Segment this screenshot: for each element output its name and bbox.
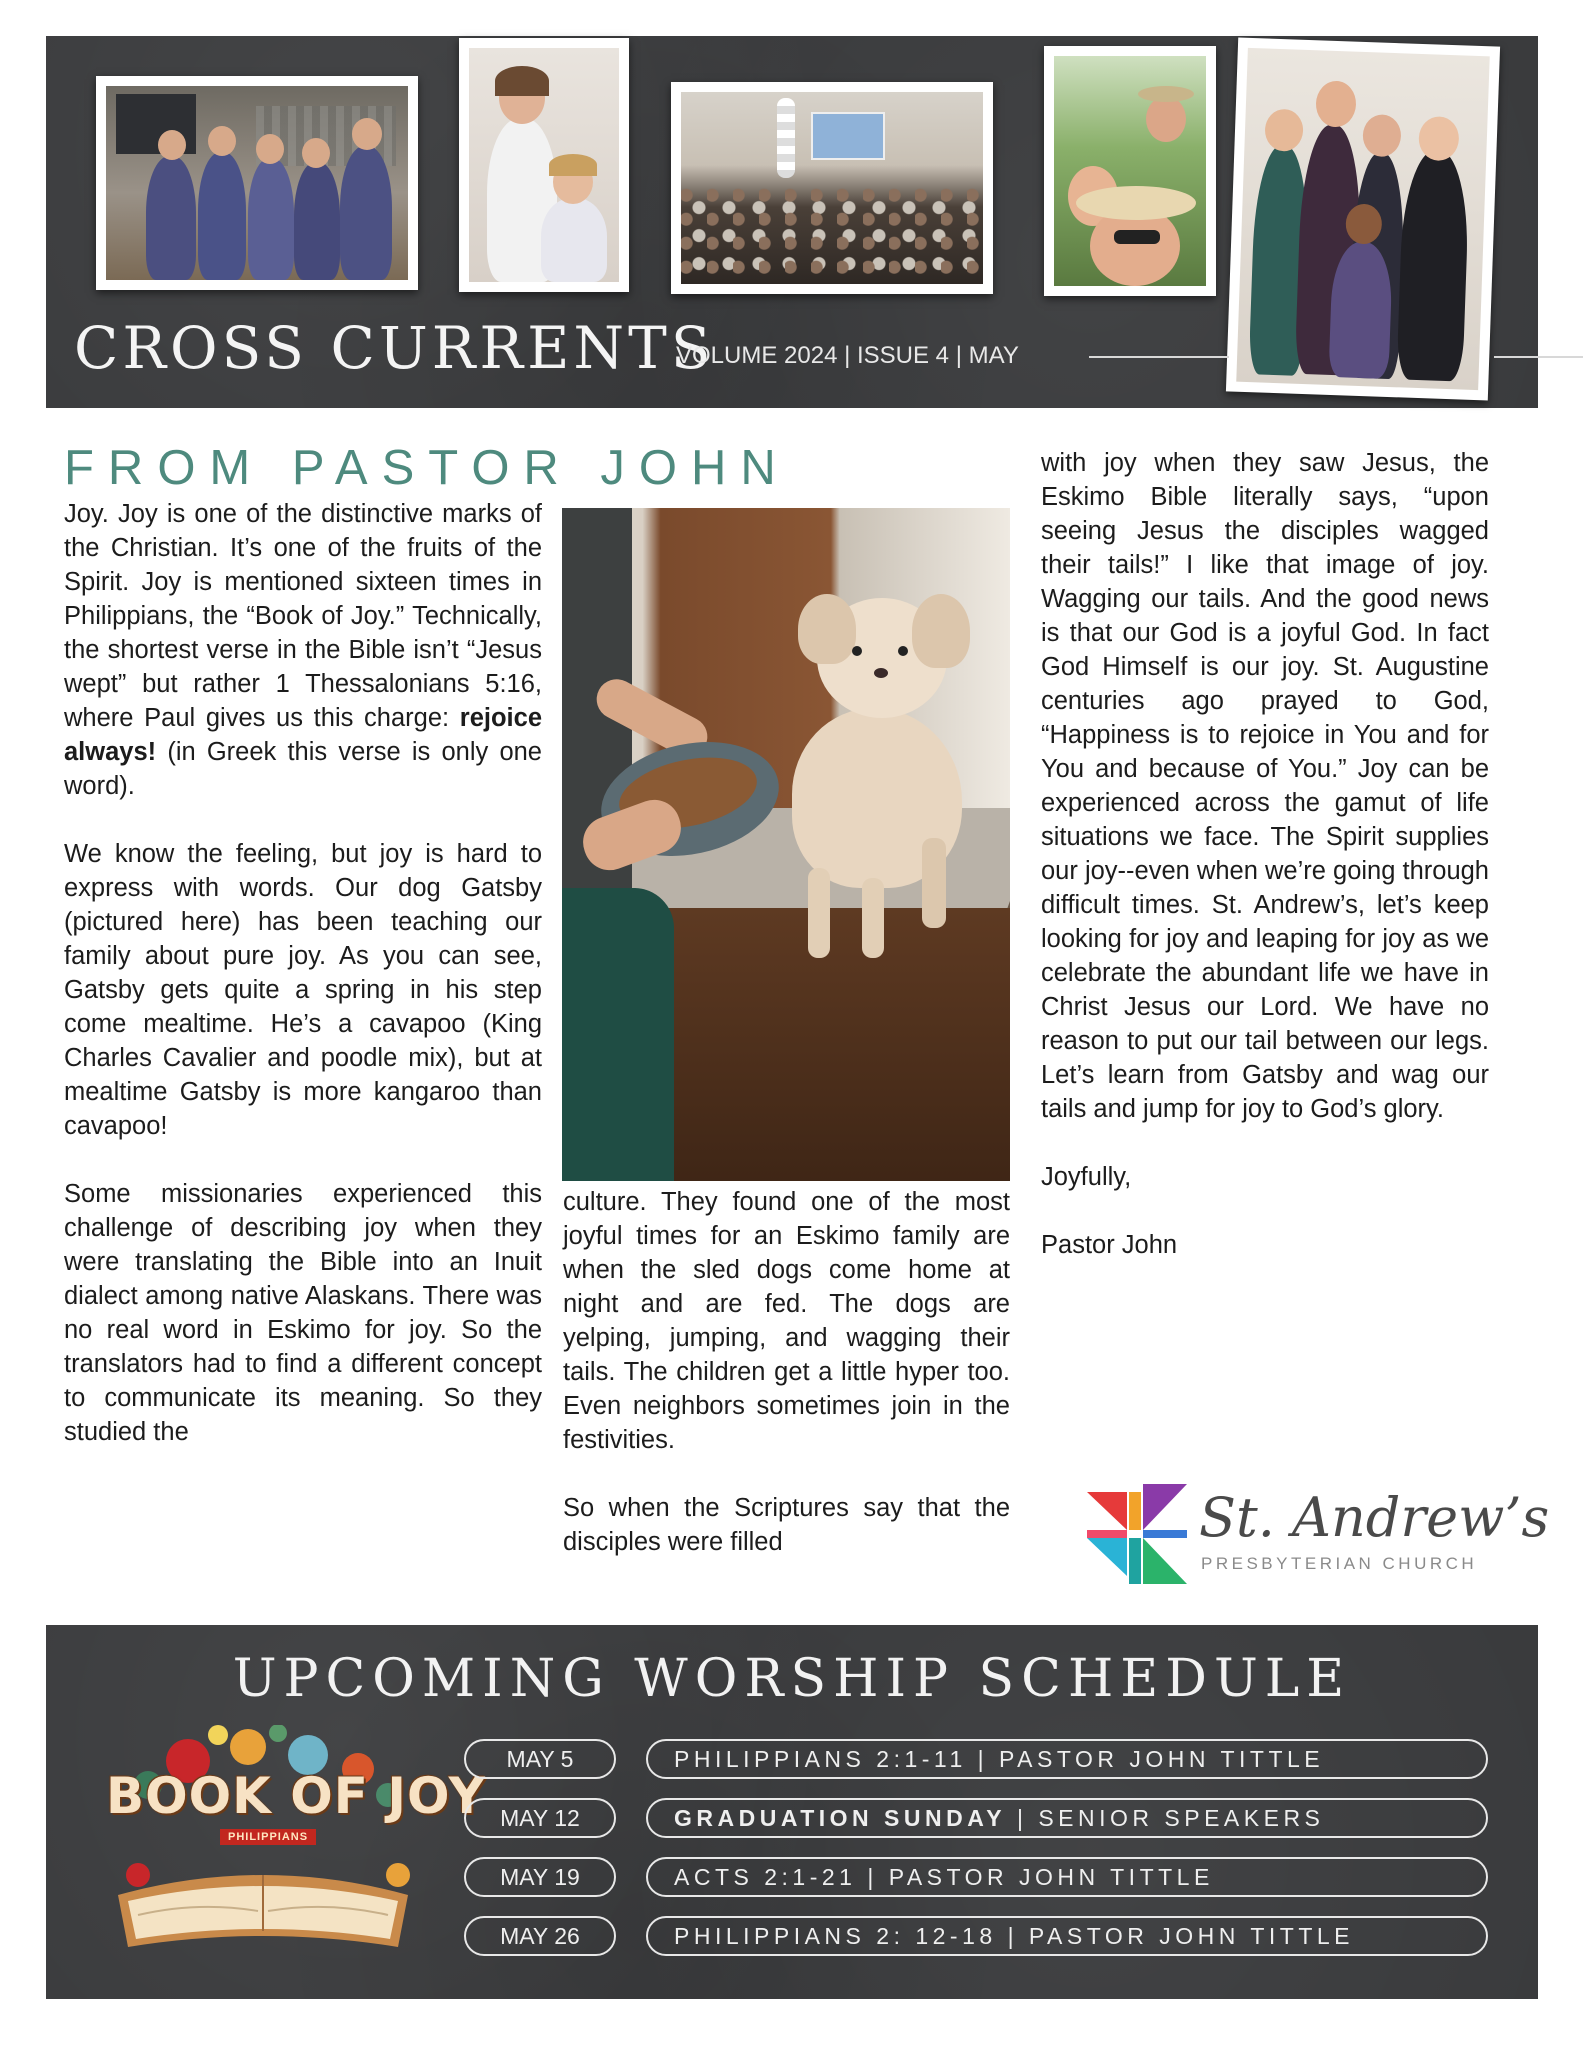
signature: Pastor John	[1041, 1231, 1178, 1259]
article-title: FROM PASTOR JOHN	[64, 441, 790, 495]
masthead-banner	[46, 36, 1538, 408]
masthead-title: CROSS CURRENTS	[74, 314, 715, 382]
schedule-date: MAY 19	[464, 1857, 616, 1897]
church-cross-icon	[1087, 1484, 1187, 1584]
worship-schedule-banner	[46, 1625, 1538, 1999]
header-rule	[1089, 356, 1229, 358]
article-column-3	[1041, 446, 1489, 1296]
paragraph: So when the Scriptures say that the disciples were filled	[563, 1494, 1010, 1556]
group-photo-volunteers	[96, 76, 418, 290]
church-name: St. Andrew’s	[1199, 1486, 1550, 1549]
paragraph: We know the feeling, but joy is hard to express with words. Our dog Gatsby (pictured here) has been teaching our family about pure joy. As you can see, Gatsby gets quite a spring in his step come mealtime. He’s a cavapoo (King Charles Cavalier and poodle mix), but at mealtime Gatsby is more kangaroo than cavapoo!	[64, 840, 542, 1140]
schedule-event: ACTS 2:1-21 | PASTOR JOHN TITTLE	[646, 1857, 1488, 1897]
photo-two-girls	[459, 38, 629, 292]
schedule-event: PHILIPPIANS 2:1-11 | PASTOR JOHN TITTLE	[646, 1739, 1488, 1779]
paragraph: culture. They found one of the most joyful times for an Eskimo family are when the sled dogs come home at night and are fed. The dogs are yelping, jumping, and wagging their tails. The children get a little hyper too. Even neighbors sometimes join in the festivities.	[563, 1188, 1010, 1454]
paragraph: Joy. Joy is one of the distinctive marks of the Christian. It’s one of the fruits of the Spirit. Joy is mentioned sixteen times in Philippians, the “Book of Joy.” Technically, the shortest verse in the Bible isn’t “Jesus wept” but rather 1 Thessalonians 5:16, where Paul gives us this charge: rejoice always! (in Greek this verse is only one word).	[64, 500, 542, 800]
header-rule	[1494, 356, 1583, 358]
flower-bouquet-icon	[98, 1725, 428, 1965]
photo-outdoor-selfie	[1044, 46, 1216, 296]
schedule-date: MAY 5	[464, 1739, 616, 1779]
book-of-joy-artwork	[98, 1725, 486, 1965]
church-logo	[1087, 1484, 1550, 1586]
book-of-joy-subtitle: PHILIPPIANS	[220, 1829, 316, 1845]
issue-line: VOLUME 2024 | ISSUE 4 | MAY	[676, 342, 1019, 369]
church-subtitle: PRESBYTERIAN CHURCH	[1201, 1554, 1478, 1573]
schedule-event: GRADUATION SUNDAY | SENIOR SPEAKERS	[646, 1798, 1488, 1838]
article-column-1	[64, 497, 542, 1483]
dog-gatsby-photo	[562, 508, 1010, 1181]
schedule-title: UPCOMING WORSHIP SCHEDULE	[232, 1649, 1352, 1709]
schedule-event: PHILIPPIANS 2: 12-18 | PASTOR JOHN TITTLE	[646, 1916, 1488, 1956]
photo-banquet-hall	[671, 82, 993, 294]
schedule-date: MAY 26	[464, 1916, 616, 1956]
book-of-joy-title: BOOK OF JOY	[106, 1767, 486, 1825]
paragraph: Some missionaries experienced this challenge of describing joy when they were translating the Bible into an Inuit dialect among native Alaskans. There was no real word in Eskimo for joy. So the translators had to find a different concept to communicate its meaning. So they studied the	[64, 1180, 542, 1446]
photo-group-women	[1226, 38, 1500, 401]
article-column-2	[563, 1185, 1010, 1593]
schedule-date: MAY 12	[464, 1798, 616, 1838]
paragraph: with joy when they saw Jesus, the Eskimo Bible literally says, “upon seeing Jesus the disciples wagged their tails!” I like that image of joy. Wagging our tails. And the good news is that our God is a joyful God. In fact God Himself is our joy. St. Augustine centuries ago prayed to God, “Happiness is to rejoice in You and for You and because of You.” Joy can be experienced across the gamut of life situations we face. The Spirit supplies our joy--even when we’re going through difficult times. St. Andrew’s, let’s keep looking for joy and leaping for joy as we celebrate the abundant life we have in Christ Jesus our Lord. We have no reason to put our tail between our legs. Let’s learn from Gatsby and wag our tails and jump for joy to God’s glory.	[1041, 449, 1489, 1123]
signoff: Joyfully,	[1041, 1163, 1132, 1191]
